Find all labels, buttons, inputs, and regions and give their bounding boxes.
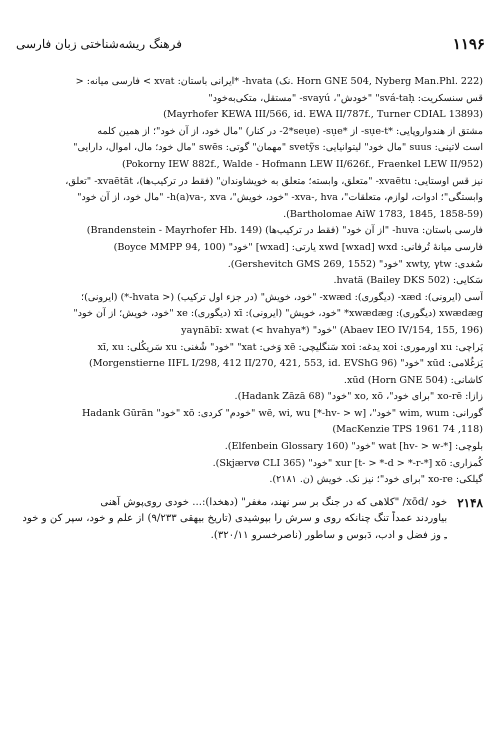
text-line: (Abaev IEO IV/154, 155, 196) "خود" yaγnābī: xwat (< hvahya*) [181,324,483,336]
entry-line: بیاوردند عمداً تنگ چنانکه روی و سرش را بپوشیدی (تاریخ بیهقی ۹/۲۳۳) از علم و خود، سپر کن و خود [22,513,448,525]
text-line: زازا: xo-rē "برای خود"، xo, xō "خود" (Hadank Zāzā 68). [234,391,483,403]
text-line: فارسی باستان: huva- "از آن خود" (فقط در ترکیب‌ها) (Brandenstein - Mayrhofer Hb. 149) [86,225,483,237]
text-line: بلوچی: wat [hv- > w-*] "خود" (Elfenbein Glossary 160). [224,441,483,453]
text-line: آسی (ایرونی): xæd- (دیگوری): xwæd- "خود، خویش" (در جزء اول ترکیب) (< hvata-*) (ایرونی)؛ [81,291,483,303]
text-line: (118, MacKenzie TPS 1961 74) [332,424,483,436]
text-line: وابستگی"؛ ادوات، لوازم، متعلقات"، xva-, hva- "خود، خویش"، h(a)va-, xva- "مال خود، از آن خود" [77,192,483,204]
text-line: است لاتینی: suus "مال خود" لیتوانیایی: svetỹs "مهمان" گوتی: swēs "مال خود؛ مال، اموال، دارایی" [73,142,483,154]
text-line: (Mayrhofer KEWA III/566, id. EWA II/787f., Turner CDIAL 13893) [163,109,483,121]
text-line: نیز قس اوستایی: xvaētu- "متعلق، وابسته؛ متعلق به خویشاوندان" (فقط در ترکیب‌ها)، xvaētāt- "تعلق، [65,175,483,187]
text-line: قس سنسکریت: svá-taḥ" "خودش"، svayú- "مستقل، متکی‌به‌خود" [208,92,483,104]
etymology-text [18,74,483,545]
text-line: سَکایی: hvatä (Bailey DKS 502). [333,275,483,287]
entry-line: خود /xōd/ "کلاهی که در جنگ بر سر نهند، مغفر" (دهخدا):... خودی روی‌پوش آهنی [100,496,448,508]
entry-body [18,495,447,545]
text-line: کاشانی: xūd (Horn GNE 504). [343,374,483,386]
text-line: مشتق از هندواروپایی: *sụe-t- از *sụe- (2*seụe- در کنار) "مال خود، از آن خود"؛ از همین کلمه [97,125,483,137]
text-line: پَراچی: xu اورموری: xoi یدغه: xoi سَنگلیچی: xē وَخی: xat" "خود" شُغنی: xu سَریکُلی: xī, xu [97,341,483,353]
text-line: گورانی: wim, wum "خود"، [hv- > w-*] wē, wi, wu "خودم" کردی: xō "خود" Hadank Gūrān [81,407,483,419]
text-line: (Horn GNE 504, Nyberg Man.Phl. 222 .نک) hvata- *ایرانی باستان: xvat > فارسی میانه: < [75,76,483,87]
text-line: کُمزاری: xur [t- > *-d > *-r-*] xō "خود" (Skjærvø CLI 365). [212,457,483,469]
text-line: یَزغُلامی: xūd "خود" (Morgenstierne IIFL I/298, 412 II/270, 421, 553, id. EVShG 96) [88,358,483,370]
book-title: فرهنگ ریشه‌شناختی زبان فارسی [16,37,182,51]
text-line: (Bartholomae AiW 1783, 1845, 1858-59). [283,208,483,220]
page-header [16,34,485,54]
text-line: فارسی میانهٔ تُرفانی: xwd [wxad] wxd یارتی: [wxad] "خود" (Boyce MMPP 94, 100) [113,241,483,253]
page-number: ۱۱۹۶ [452,35,485,53]
entry-line: ـِ وز فضل و ادب، دَبوس و ساطور (ناصرخسرو ۳۲۰/۱۱). [210,530,448,542]
entry-number: ۲۱۴۸ [457,495,483,510]
dictionary-entry [18,495,483,545]
text-line: گیلکی: xo-re "برای خود"؛ نیز نک. خویش (ن. ۲۱۸۱). [269,474,483,486]
text-line: xwædæg (دیگوری): xwædæg* "خود، خویش" (ایرونی): xī (دیگوری): xe "خود، خویش؛ از آن خود" [73,308,483,320]
text-line: سُغدی: xwty, γtw "خود" (Gershevitch GMS 269, 1552). [227,258,483,270]
text-line: (Pokorny IEW 882f., Walde - Hofmann LEW II/626f., Fraenkel LEW II/952) [121,158,483,170]
